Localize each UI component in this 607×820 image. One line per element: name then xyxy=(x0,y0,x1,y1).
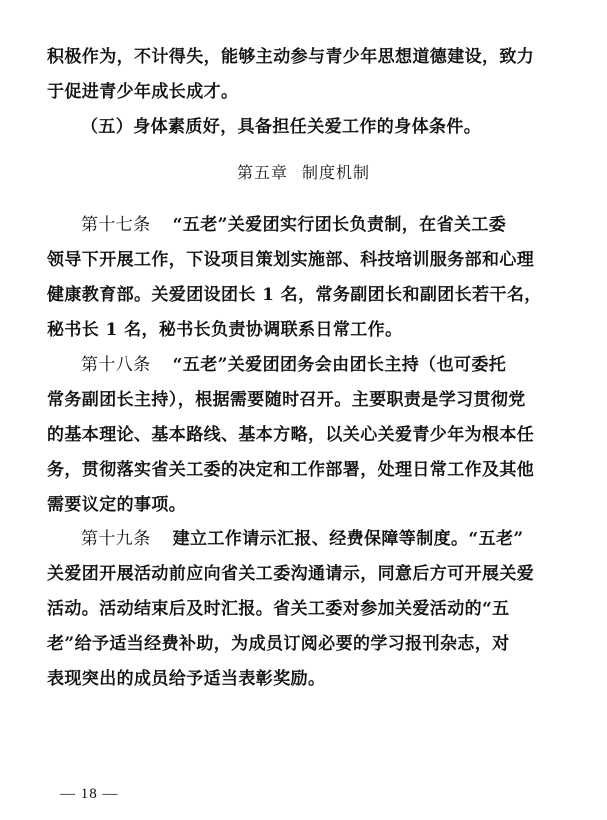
text-line: 积极作为，不计得失，能够主动参与青少年思想道德建设，致力 xyxy=(47,47,535,67)
text-line: “五老”关爱团团务会由团长主持（也可委托 xyxy=(172,355,507,375)
list-item-five: （五）身体素质好，具备担任关爱工作的身体条件。 xyxy=(81,117,482,137)
chapter-heading xyxy=(0,160,607,183)
article-18 xyxy=(47,348,561,523)
text-line: 关爱团开展活动前应向省关工委沟通请示，同意后方可开展关爱 xyxy=(47,564,535,584)
text-line: 健康教育部。关爱团设团长 1 名，常务副团长和副团长若干名， xyxy=(47,285,542,305)
text-line: “五老”关爱团实行团长负责制，在省关工委 xyxy=(172,215,507,235)
text-line: 表现突出的成员给予适当表彰奖励。 xyxy=(47,669,326,689)
text-line: 的基本理论、基本路线、基本方略，以关心关爱青少年为根本任 xyxy=(47,425,535,445)
text-line: 于促进青少年成长成才。 xyxy=(47,82,239,102)
article-label: 第十九条 xyxy=(81,529,151,549)
page-number: — 18 — xyxy=(60,786,119,802)
text-line: 常务副团长主持），根据需要随时召开。主要职责是学习贯彻党 xyxy=(47,390,526,410)
text-line: 务，贯彻落实省关工委的决定和工作部署，处理日常工作及其他 xyxy=(47,460,535,480)
text-line: 老”给予适当经费补助，为成员订阅必要的学习报刊杂志，对 xyxy=(47,634,510,654)
article-label: 第十八条 xyxy=(81,355,151,375)
article-label: 第十七条 xyxy=(81,215,151,235)
chapter-number: 第五章 xyxy=(236,163,288,182)
chapter-title: 制度机制 xyxy=(302,163,371,182)
text-line: 领导下开展工作，下设项目策划实施部、科技培训服务部和心理 xyxy=(47,250,535,270)
article-17 xyxy=(47,208,561,348)
intro-paragraph xyxy=(47,40,561,145)
text-line: 需要议定的事项。 xyxy=(47,495,187,515)
text-line: 秘书长 1 名，秘书长负责协调联系日常工作。 xyxy=(47,320,403,340)
text-line: 活动。活动结束后及时汇报。省关工委对参加关爱活动的“五 xyxy=(47,599,510,619)
text-line: 建立工作请示汇报、经费保障等制度。“五老” xyxy=(172,529,524,549)
article-19 xyxy=(47,522,561,697)
